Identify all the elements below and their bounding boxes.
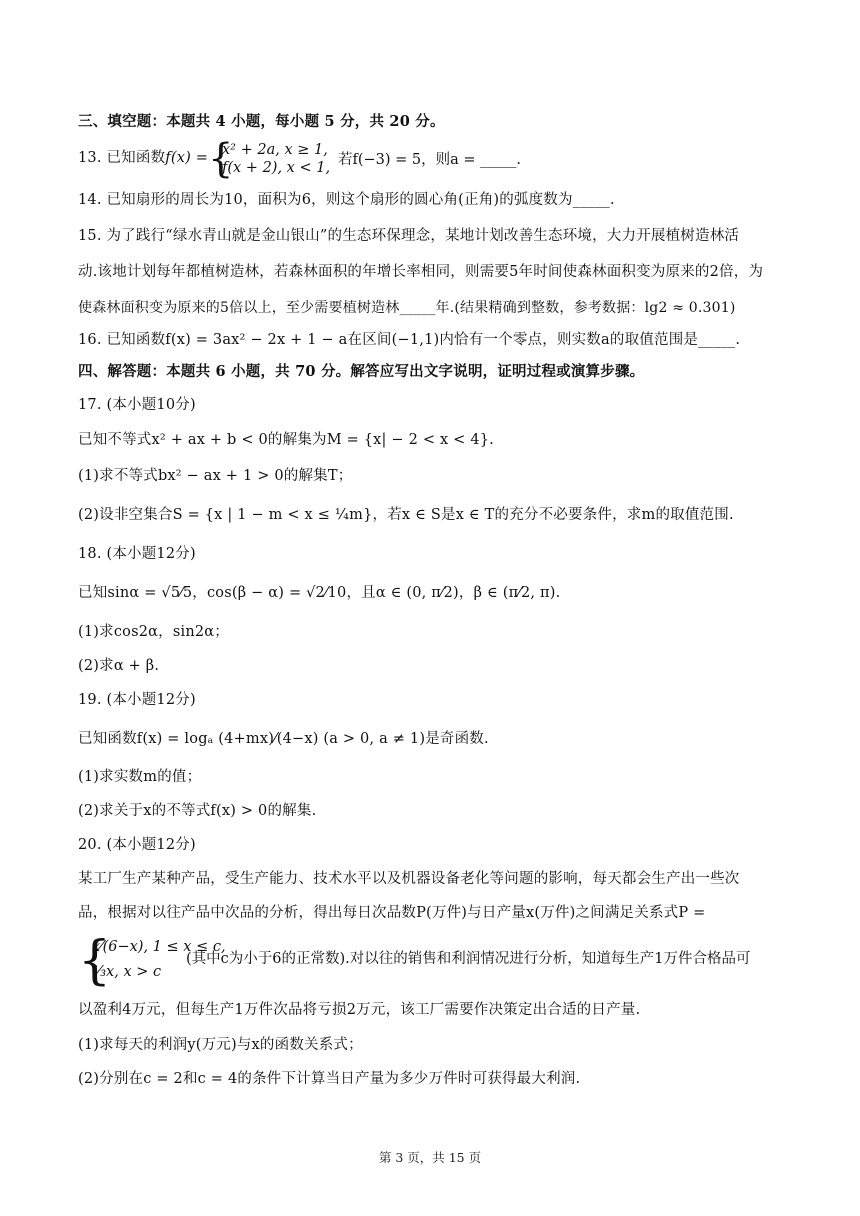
q17-title: 17. (本小题10分) [78, 397, 196, 413]
q13-suffix: 若f(−3) = 5，则a = _____. [338, 152, 522, 168]
q13-prefix [78, 148, 218, 168]
q13-fx: f(x) = [165, 150, 209, 166]
q18-part2: (2)求α + β. [78, 658, 160, 674]
page-footer: 第 3 页，共 15 页 [378, 1150, 482, 1165]
q19-part1: (1)求实数m的值； [78, 769, 202, 785]
q18-stem: 已知sinα = √5⁄5，cos(β − α) = √2⁄10，且α ∈ (0, π⁄2)，β ∈ (π⁄2, π). [78, 585, 561, 601]
section-4-heading: 四、解答题：本题共 6 小题，共 70 分。解答应写出文字说明，证明过程或演算步骤。 [78, 363, 645, 380]
q15-line1: 15. 为了践行“绿水青山就是金山银山”的生态环保理念，某地计划改善生态环境，大力开展植树造林活 [78, 228, 740, 244]
q20-title: 20. (本小题12分) [78, 837, 196, 853]
q17-stem: 已知不等式x² + ax + b < 0的解集为M = {x| − 2 < x < 4}. [78, 432, 494, 448]
q17-part1: (1)求不等式bx² − ax + 1 > 0的解集T； [78, 468, 353, 484]
q20-case1: x⁄(6−x), 1 ≤ x ≤ c, [92, 939, 226, 955]
q19-stem: 已知函数f(x) = logₐ (4+mx)⁄(4−x) (a > 0, a ≠ 1)是奇函数. [78, 731, 489, 747]
q14: 14. 已知扇形的周长为10，面积为6，则这个扇形的圆心角(正角)的弧度数为_____. [78, 192, 615, 208]
q16: 16. 已知函数f(x) = 3ax² − 2x + 1 − a在区间(−1,1)内恰有一个零点，则实数a的取值范围是_____. [78, 332, 741, 348]
q15-line3: 使森林面积变为原来的5倍以上，至少需要植树造林_____年.(结果精确到整数，参考数据：lg2 ≈ 0.301) [78, 300, 736, 316]
q20-line3: (其中c为小于6的正常数).对以往的销售和利润情况进行分析，知道每生产1万件合格品可 [186, 951, 751, 967]
section-3-heading: 三、填空题：本题共 4 小题，每小题 5 分，共 20 分。 [78, 113, 445, 130]
q13-brace: { [208, 136, 234, 182]
q20-line1: 某工厂生产某种产品，受生产能力、技术水平以及机器设备老化等问题的影响，每天都会生产出一些次 [78, 871, 740, 887]
q20-part1: (1)求每天的利润y(万元)与x的函数关系式； [78, 1037, 363, 1053]
q18-part1: (1)求cos2α，sin2α； [78, 624, 229, 640]
q13-case2: f(x + 2), x < 1, [222, 160, 331, 176]
q20-brace: { [78, 931, 112, 991]
q20-part2: (2)分别在c = 2和c = 4的条件下计算当日产量为多少万件时可获得最大利润. [78, 1071, 581, 1087]
q20-line4: 以盈利4万元，但每生产1万件次品将亏损2万元，该工厂需要作决策定出合适的日产量. [78, 1002, 641, 1018]
q19-part2: (2)求关于x的不等式f(x) > 0的解集. [78, 803, 317, 819]
q20-case2: ⅔x, x > c [92, 964, 162, 980]
q18-title: 18. (本小题12分) [78, 546, 196, 562]
q13-prefix-text: 13. 已知函数 [78, 150, 166, 166]
q17-part2: (2)设非空集合S = {x | 1 − m < x ≤ ¼m}，若x ∈ S是x ∈ T的充分不必要条件，求m的取值范围. [78, 507, 734, 523]
q20-line2: 品，根据对以往产品中次品的分析，得出每日次品数P(万件)与日产量x(万件)之间满足关系式P = [78, 905, 706, 921]
q19-title: 19. (本小题12分) [78, 692, 196, 708]
q15-line2: 动.该地计划每年都植树造林，若森林面积的年增长率相同，则需要5年时间使森林面积变为原来的2倍，为 [78, 264, 764, 280]
q13-case1: x² + 2a, x ≥ 1, [222, 142, 328, 158]
